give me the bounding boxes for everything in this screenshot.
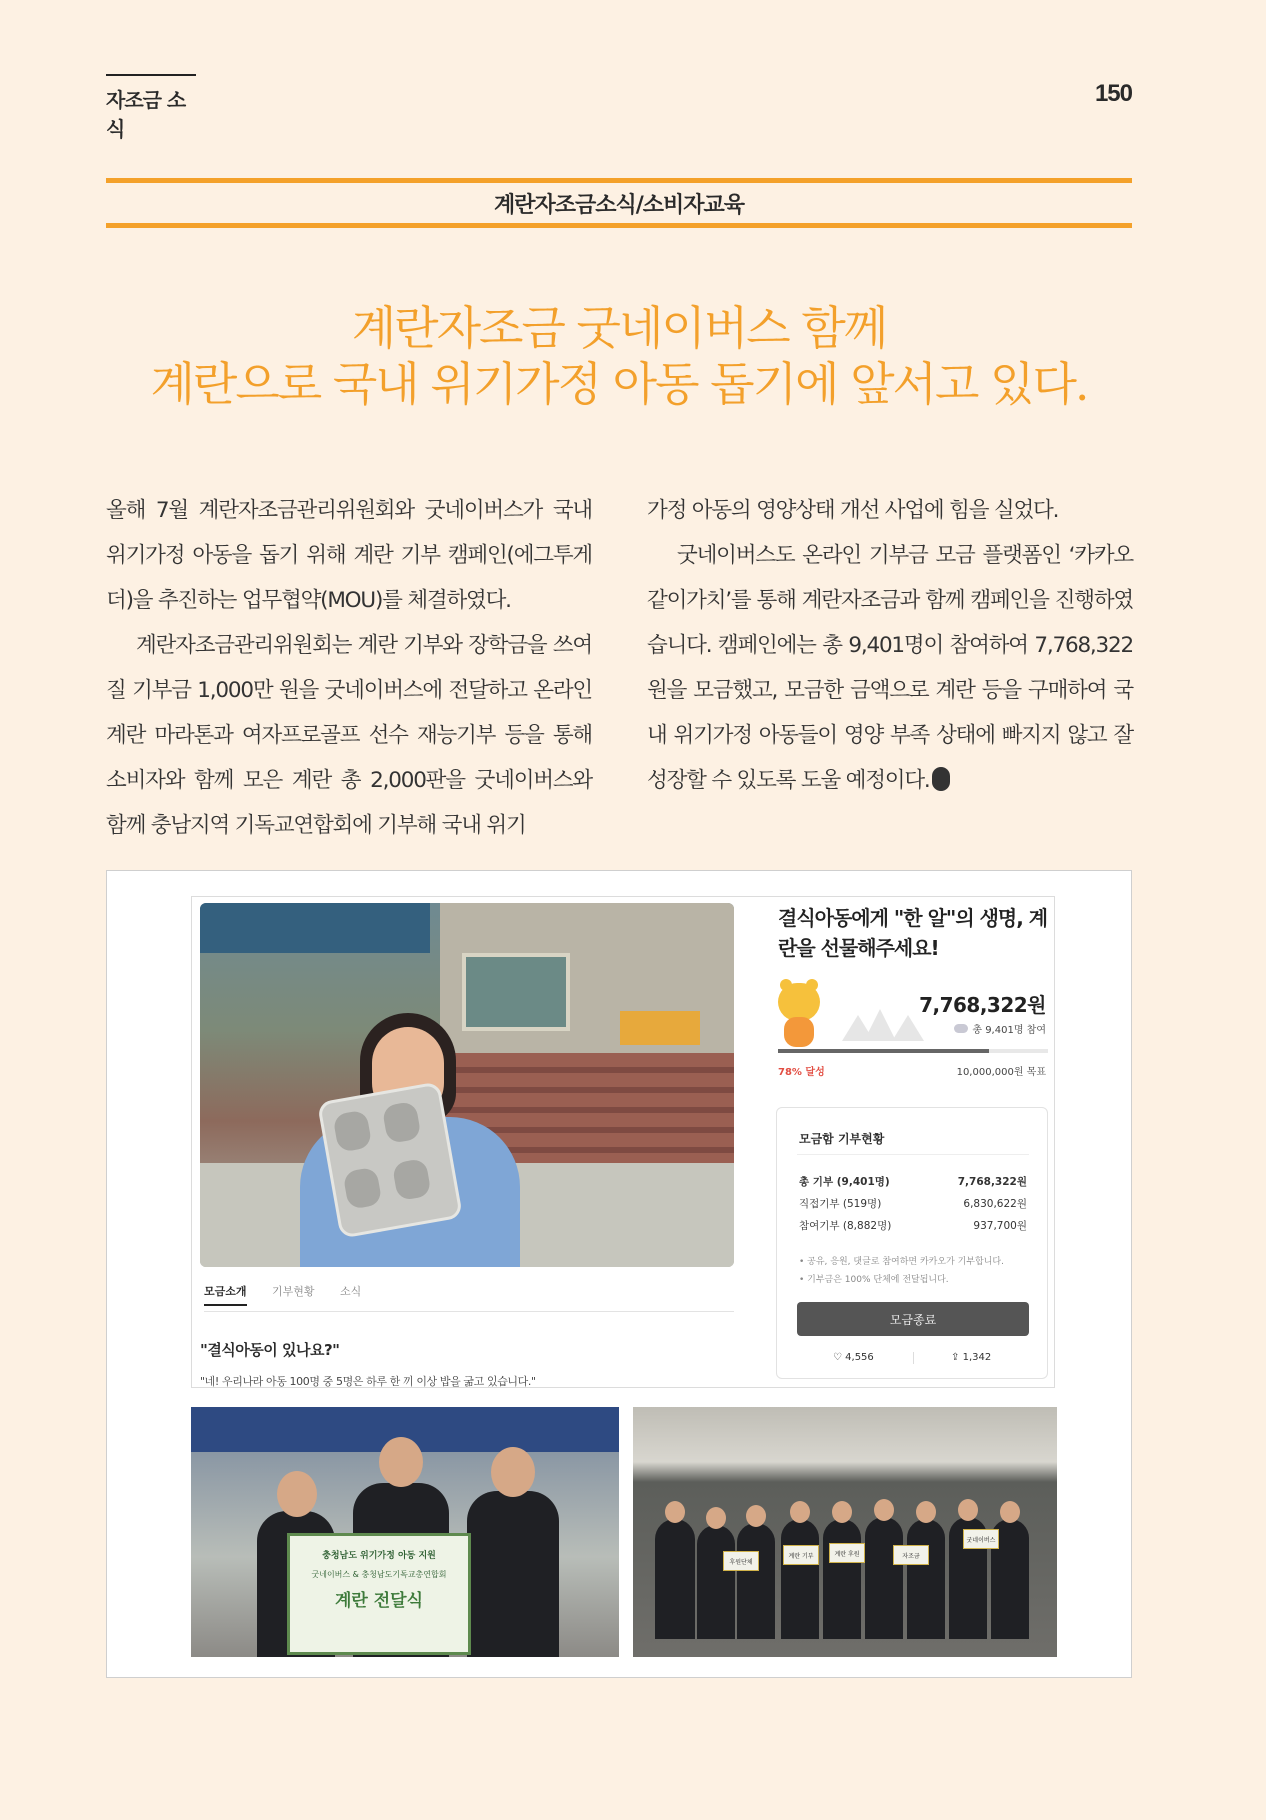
person-shape [467, 1491, 559, 1657]
placard: 굿네이버스 [963, 1529, 999, 1549]
ceremony-photo-left [191, 1407, 619, 1657]
meal-tray-shape [317, 1081, 463, 1238]
ceremony-photo-right [633, 1407, 1057, 1657]
person-head-shape [277, 1471, 317, 1517]
ceremony-board [287, 1533, 471, 1655]
person-head-shape [1000, 1501, 1020, 1523]
board-line-3: 계란 전달식 [334, 1591, 424, 1611]
campaign-tabs [204, 1283, 734, 1312]
article-paragraph: 가정 아동의 영양상태 개선 사업에 힘을 실었다. [647, 498, 1059, 523]
tab-donation-status[interactable]: 기부현황 [272, 1285, 315, 1298]
sign-shape [620, 1011, 700, 1045]
board-line-1: 충청남도 위기가정 아동 지원 [322, 1551, 436, 1561]
campaign-screenshot [191, 896, 1055, 1388]
person-head-shape [874, 1499, 894, 1521]
goal-amount: 10,000,000원 목표 [956, 1067, 1046, 1078]
share-icon: ⇪ [951, 1352, 960, 1363]
shares-count[interactable]: ⇪ 1,342 [951, 1352, 992, 1363]
heart-icon: ♡ [833, 1352, 842, 1363]
headline-line-2: 계란으로 국내 위기가정 아동 돕기에 앞서고 있다. [150, 357, 1088, 411]
divider [797, 1154, 1029, 1155]
person-head-shape [665, 1501, 685, 1523]
person-head-shape [958, 1499, 978, 1521]
likes-count[interactable]: ♡ 4,556 [833, 1352, 874, 1363]
figure-box [106, 870, 1132, 1678]
status-row-direct: 직접기부 (519명) 6,830,622원 [799, 1198, 1027, 1210]
person-shape [697, 1525, 735, 1639]
article-paragraph: 올해 7월 계란자조금관리위원회와 굿네이버스가 국내 위기가정 아동을 돕기 위해 계란 기부 캠페인(에그투게더)을 추진하는 업무협약(MOU)를 체결하였다. [106, 498, 592, 613]
divider [913, 1352, 914, 1364]
article-column-right [647, 488, 1133, 803]
person-shape [737, 1523, 775, 1639]
mountain-decoration [892, 1015, 924, 1041]
campaign-photo [200, 903, 734, 1267]
person-shape [823, 1519, 861, 1639]
status-row-participation: 참여기부 (8,882명) 937,700원 [799, 1220, 1027, 1232]
article-column-left [106, 488, 592, 848]
person-shape [865, 1517, 903, 1639]
participants-icon [954, 1024, 968, 1033]
placard: 계란 후원 [829, 1543, 865, 1563]
section-label: 자조금 소식 [106, 74, 196, 142]
window-shape [462, 953, 570, 1031]
placard: 자조금 [893, 1545, 929, 1565]
status-note-1: • 공유, 응원, 댓글로 참여하면 카카오가 기부합니다. [799, 1257, 1004, 1267]
progress-bar [778, 1049, 1048, 1053]
person-head-shape [790, 1501, 810, 1523]
person-head-shape [746, 1505, 766, 1527]
status-row-total: 총 기부 (9,401명) 7,768,322원 [799, 1176, 1027, 1188]
placard: 계란 기부 [783, 1545, 819, 1565]
status-note-2: • 기부금은 100% 단체에 전달됩니다. [799, 1275, 949, 1285]
mascot-icon [778, 983, 822, 1047]
progress-fill [778, 1049, 989, 1053]
progress-label: 78% 달성 [778, 1067, 825, 1078]
placard: 후원단체 [723, 1551, 759, 1571]
end-mark-icon [932, 767, 950, 791]
person-head-shape [832, 1501, 852, 1523]
board-line-2: 굿네이버스 & 충청남도기독교총연합회 [311, 1570, 447, 1579]
person-head-shape [379, 1437, 423, 1487]
person-head-shape [491, 1447, 535, 1497]
status-card-title: 모금함 기부현황 [799, 1132, 885, 1146]
tab-news[interactable]: 소식 [340, 1285, 362, 1298]
article-paragraph-text: 굿네이버스도 온라인 기부금 모금 플랫폼인 ‘카카오 같이가치’를 통해 계란자조금과 함께 캠페인을 진행하였습니다. 캠페인에는 총 9,401명이 참여하여 7,768,322원을 모금했고, 모금한 금액으로 계란 등을 구매하여 국내 위기가정 아동들이 영양 부족 상태에 빠지지 않고 잘 성장할 수 있도록 도울 예정이다. [647, 543, 1133, 793]
quote-title: "결식아동이 있나요?" [200, 1341, 340, 1359]
article-paragraph: 계란자조금관리위원회는 계란 기부와 장학금을 쓰여질 기부금 1,000만 원을 굿네이버스에 전달하고 온라인 계란 마라톤과 여자프로골프 선수 재능기부 등을 통해 소비자와 함께 모은 계란 총 2,000판을 굿네이버스와 함께 충남지역 기독교연합회에 기부해 국내 위기 [106, 633, 592, 838]
person-shape [907, 1519, 945, 1639]
person-head-shape [916, 1501, 936, 1523]
quote-text: "네! 우리나라 아동 100명 중 5명은 하루 한 끼 이상 밥을 굶고 있습니다." [200, 1375, 536, 1388]
category-bar [106, 178, 1132, 228]
tab-intro[interactable]: 모금소개 [204, 1285, 247, 1306]
category-title: 계란자조금소식/소비자교육 [493, 192, 745, 218]
awning-shape [200, 903, 430, 953]
donation-status-card [776, 1107, 1048, 1379]
raised-amount: 7,768,322원 [919, 993, 1046, 1017]
page-number: 150 [1094, 80, 1132, 107]
fundraising-closed-button[interactable]: 모금종료 [797, 1302, 1029, 1336]
participants-text: 총 9,401명 참여 [972, 1025, 1046, 1036]
headline-line-1: 계란자조금 굿네이버스 함께 [351, 301, 887, 355]
participants [954, 1021, 1046, 1036]
person-shape [781, 1519, 819, 1639]
article-paragraph [647, 533, 1133, 803]
campaign-title: 결식아동에게 "한 알"의 생명, 계란을 선물해주세요! [778, 906, 1048, 960]
person-shape [655, 1519, 695, 1639]
person-head-shape [706, 1507, 726, 1529]
headline [106, 300, 1132, 412]
